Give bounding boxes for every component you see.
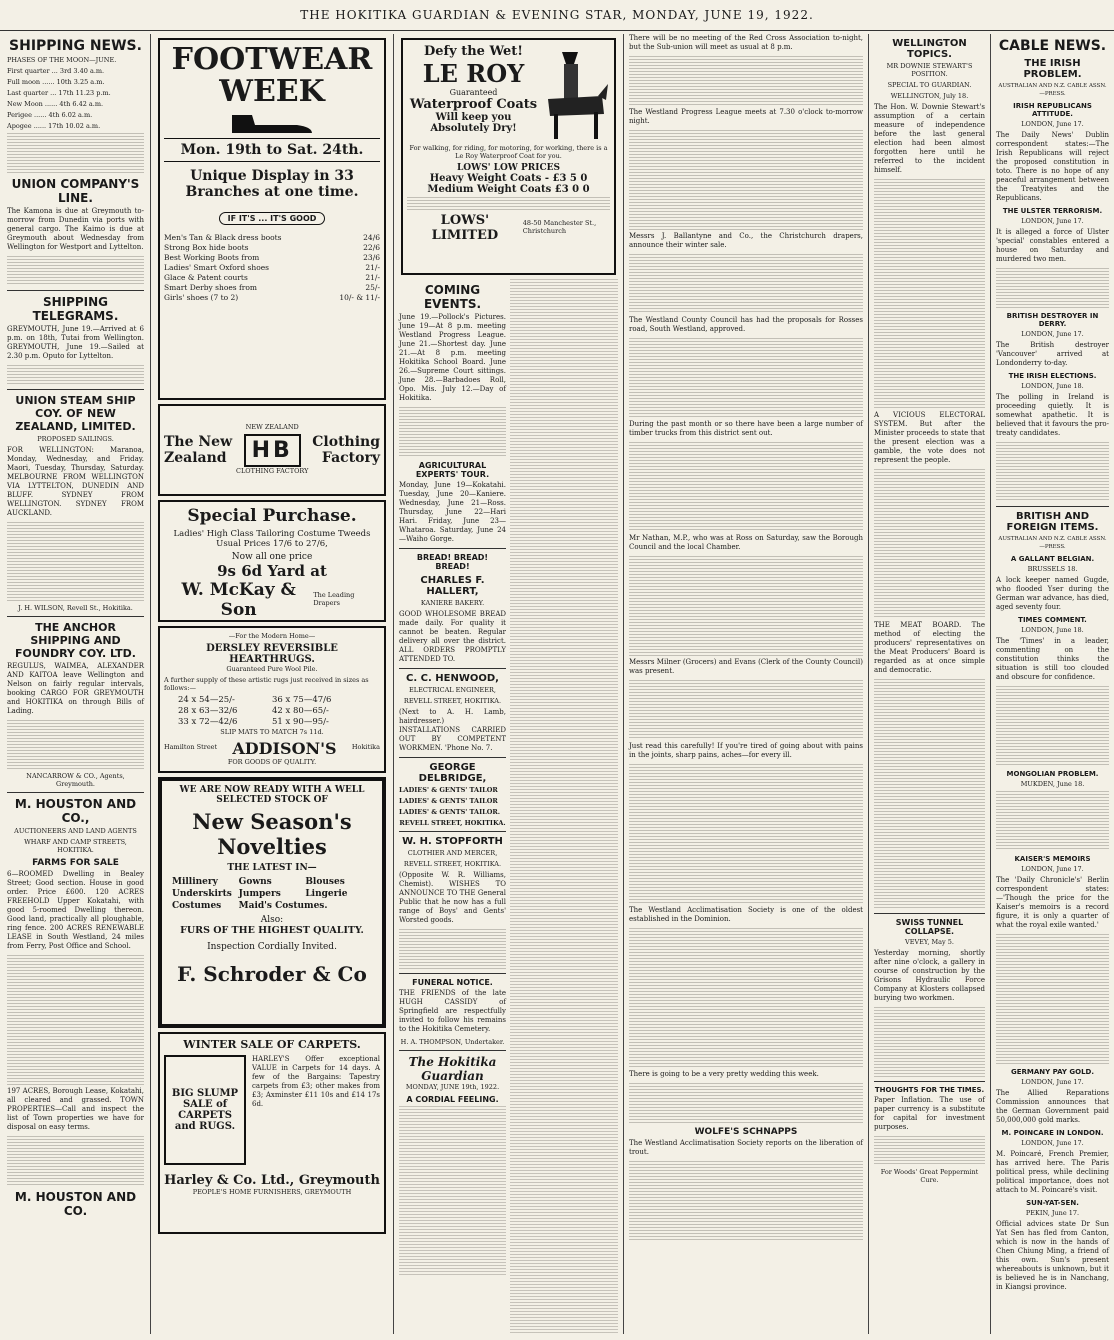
- delbridge-line: LADIES' & GENTS' TAILOR: [399, 797, 498, 805]
- article-text: The 'Times' in a leader, commenting on the constitution thinks the situation is still too clouded and obscure for confidence.: [996, 637, 1109, 681]
- peppermint-ad: For Woods' Great Peppermint Cure.: [880, 1168, 979, 1184]
- article-title: KAISER'S MEMOIRS: [1014, 855, 1091, 863]
- novelty-item: Maid's Costumes.: [238, 901, 328, 911]
- text-block: [874, 679, 985, 909]
- stopforth-text: (Opposite W. R. Williams, Chemist). WISHES TO ANNOUNCE TO THE General Public that he now has a full range of Boys' and Gents' Worsted goods.: [399, 871, 506, 924]
- stopforth-subtitle: CLOTHIER AND MERCER,: [407, 849, 498, 857]
- footwear-item-label: Smart Derby shoes from: [164, 283, 258, 292]
- anchor-text: REGULUS, WAIMEA, ALEXANDER AND KAITOA leave Wellington and Nelson on fairly regular intervals, booking CARGO FOR GREYMOUTH and HOKITIKA on through Bills of Lading.: [7, 662, 144, 715]
- text-block: [399, 407, 506, 457]
- text-block: [629, 338, 863, 418]
- text-block: [7, 133, 144, 173]
- novelty-item: Jumpers: [238, 889, 281, 899]
- telegrams-title: SHIPPING TELEGRAMS.: [32, 295, 119, 323]
- leroy-store: LOWS' LIMITED: [431, 213, 499, 243]
- news-paragraph: Mr Nathan, M.P., who was at Ross on Saturday, saw the Borough Council and the local Chamber.: [629, 534, 863, 551]
- topics-special: SPECIAL TO GUARDIAN.: [887, 81, 972, 89]
- footwear-item-price: 21/-: [365, 263, 380, 272]
- leroy-title: LE ROY: [422, 59, 525, 88]
- divider: [874, 913, 985, 914]
- events-text: June 19.—Pollock's Pictures. June 19—At 8 p.m. meeting Westland Progress League. June 21.—Shortest day. June 21.—At 8 p.m. meeting Hokitika School Board. June 26.—Supreme Court sittings. June 28.—Barbadoes Roll, Opo. Mis. July 12.—Day of Hokitika.: [399, 313, 506, 402]
- footwear-item-price: 23/6: [363, 253, 380, 262]
- uss-title: UNION STEAM SHIP COY. OF NEW ZEALAND, LIMITED.: [15, 394, 136, 433]
- farms-text: 6—ROOMED Dwelling in Bealey Street; Good section. House in good order. Price £600. 120 ACRES FREEHOLD Upper Kokatahi, with good 5-roomed Dwelling thereon. Good land, practically all ploughable, ring fence. 200 ACRES RENEWABLE LEASE in South Westland, 24 miles from Ferry, Post Office and School.: [7, 870, 144, 950]
- topics-text: The Hon. W. Downie Stewart's assumption of a certain measure of independence before the last general election had been almost forgotten here until he referred to the incident himself.: [874, 103, 985, 174]
- foreign-source: AUSTRALIAN AND N.Z. CABLE ASSN.—PRESS.: [998, 536, 1107, 550]
- hb-right-line: Clothing: [312, 434, 380, 450]
- divider: [399, 668, 506, 669]
- divider: [7, 792, 144, 793]
- text-block: [629, 556, 863, 656]
- article-dateline: PEKIN, June 17.: [1025, 1209, 1080, 1217]
- delbridge-address: REVELL STREET, HOKITIKA.: [399, 819, 506, 827]
- news-paragraph: There is going to be a very pretty wedding this week.: [629, 1070, 819, 1078]
- footwear-dates: Mon. 19th to Sat. 24th.: [164, 138, 380, 162]
- rug-size: 42 x 80—65/-: [272, 706, 329, 716]
- divider: [399, 973, 506, 974]
- news-paragraph: The Westland Progress League meets at 7.30 o'clock to-morrow night.: [629, 108, 863, 125]
- thoughts-text: Paper Inflation. The use of paper currency is a substitute for capital for investment purposes.: [874, 1096, 985, 1131]
- rug-size: 51 x 90—95/-: [272, 717, 329, 727]
- article-title: THE ULSTER TERRORISM.: [1002, 207, 1103, 215]
- text-block: [7, 955, 144, 1085]
- cordial-title: A CORDIAL FEELING.: [406, 1095, 499, 1104]
- column-advertisements: [151, 34, 393, 1334]
- leroy-ad: [401, 38, 616, 275]
- funeral-text: THE FRIENDS of the late HUGH CASSIDY of Springfield are respectfully invited to follow his remains to the Hokitika Cemetery.: [399, 989, 506, 1033]
- text-block: [7, 256, 144, 286]
- uss-subtitle: PROPOSED SAILINGS.: [37, 435, 114, 443]
- article-dateline: LONDON, June 18.: [1021, 626, 1084, 634]
- text-block: [996, 442, 1109, 502]
- delbridge-title: GEORGE DELBRIDGE,: [418, 762, 487, 784]
- article-title: IRISH REPUBLICANS ATTITUDE.: [1013, 102, 1092, 118]
- news-paragraph: The Westland Acclimatisation Society is one of the oldest established in the Dominion.: [629, 906, 863, 923]
- cable-subtitle: THE IRISH PROBLEM.: [1023, 58, 1082, 80]
- novelty-intro: WE ARE NOW READY WITH A WELL SELECTED STOCK OF: [179, 785, 365, 805]
- delbridge-line: LADIES' & GENTS' TAILOR.: [399, 808, 501, 816]
- text-block: [510, 279, 618, 1334]
- text-block: [7, 1136, 144, 1186]
- hb-badge-bottom: CLOTHING FACTORY: [236, 466, 309, 475]
- carpets-title: WINTER SALE OF CARPETS.: [183, 1038, 361, 1051]
- rider-illustration: [540, 44, 610, 144]
- leroy-price-row: Medium Weight Coats £3 0 0: [427, 184, 590, 195]
- tide-row: First quarter ... 3rd 3.40 a.m.: [7, 67, 105, 75]
- purchase-store: W. McKay & Son: [181, 580, 296, 620]
- novelty-also: Also:: [260, 915, 284, 925]
- text-block: [874, 469, 985, 619]
- novelty-item: Underskirts: [172, 889, 232, 899]
- novelty-item: Lingerie: [305, 889, 348, 899]
- article-text: The Daily News' Dublin correspondent states:—The Irish Republicans will reject the proposed constitution in toto. There is no hope of any peaceful arrangement between the Treatyites and the Republicans.: [996, 131, 1109, 202]
- article-text: Official advices state Dr Sun Yat Sen has fled from Canton, which is now in the hands of Chen Chiung Ming, a friend of this own. Sun's present whereabouts is unknown, but it is believed he is in Nanchang, in Kiangsi province.: [996, 1220, 1109, 1291]
- article-text: The polling in Ireland is proceeding quietly. It is somewhat apathetic. It is believed that it favours the pro-treaty candidates.: [996, 393, 1109, 437]
- footwear-title: FOOTWEAR WEEK: [171, 42, 373, 109]
- henwood-text: (Next to A. H. Lamb, hairdresser.) INSTALLATIONS CARRIED OUT BY COMPETENT WORKMEN. 'Phone No. 7.: [399, 708, 506, 752]
- novelty-title: New Season's Novelties: [192, 809, 352, 859]
- article-title: M. POINCARE IN LONDON.: [1001, 1129, 1104, 1137]
- text-block: [996, 268, 1109, 308]
- leroy-price-row: Heavy Weight Coats - £3 5 0: [429, 173, 588, 184]
- tunnel-title: SWISS TUNNEL COLLAPSE.: [895, 918, 964, 936]
- houston-title: M. HOUSTON AND CO.,: [14, 797, 137, 825]
- novelty-item: Gowns: [238, 877, 272, 887]
- article-dateline: LONDON, June 17.: [1021, 217, 1084, 225]
- novelty-latest: THE LATEST IN—: [227, 863, 317, 873]
- moon-phases-heading: PHASES OF THE MOON—JUNE.: [7, 56, 117, 64]
- boot-icon: [227, 111, 317, 135]
- news-paragraph: During the past month or so there have been a large number of timber trucks from this district sent out.: [629, 420, 863, 437]
- footwear-item-price: 21/-: [365, 273, 380, 282]
- news-paragraph: The Westland Acclimatisation Society reports on the liberation of trout.: [629, 1139, 863, 1156]
- carpets-text: HARLEY'S Offer exceptional VALUE in Carpets for 14 days. A few of the Bargains: Tapestry carpets from £3; other makes from £3; Axminster £11 10s and £14 17s 6d.: [252, 1055, 380, 1108]
- divider: [7, 290, 144, 291]
- text-block: [874, 1136, 985, 1166]
- news-paragraph: There will be no meeting of the Red Cross Association to-night, but the Sub-union will meet as usual at 8 p.m.: [629, 34, 863, 51]
- text-block: [629, 928, 863, 1068]
- rug-subtitle: DERSLEY REVERSIBLE HEARTHRUGS.: [206, 643, 338, 665]
- tunnel-dateline: VEVEY, May 5.: [905, 938, 954, 946]
- column-shipping: [2, 34, 149, 1334]
- article-title: SUN-YAT-SEN.: [1026, 1199, 1079, 1207]
- rug-size: 24 x 54—25/-: [178, 695, 235, 705]
- events-title: COMING EVENTS.: [423, 283, 482, 311]
- purchase-text: Ladies' High Class Tailoring Costume Tweeds Usual Prices 17/6 to 27/6,: [173, 529, 371, 549]
- funeral-title: FUNERAL NOTICE.: [412, 978, 493, 987]
- rug-size: 36 x 75—47/6: [272, 695, 332, 705]
- divider: [399, 831, 506, 832]
- cable-source: AUSTRALIAN AND N.Z. CABLE ASSN.—PRESS.: [998, 83, 1107, 97]
- column-topics: [869, 34, 990, 1334]
- footwear-ad: [158, 38, 386, 400]
- bread-subtitle: KANIERE BAKERY.: [420, 599, 485, 607]
- topics-dateline: WELLINGTON, July 18.: [890, 92, 969, 100]
- news-paragraph: Messrs J. Ballantyne and Co., the Christchurch drapers, announce their winter sale.: [629, 232, 863, 249]
- leroy-address: 48-50 Manchester St., Christchurch: [522, 218, 597, 235]
- article-text: It is alleged a force of Ulster 'special' constables entered a house on Saturday and murdered two men.: [996, 228, 1109, 263]
- schnapps-ad: WOLFE'S SCHNAPPS: [694, 1127, 798, 1137]
- farms-title: FARMS FOR SALE: [32, 858, 119, 868]
- footwear-item-label: Glace & Patent courts: [164, 273, 248, 282]
- uss-text: FOR WELLINGTON: Maranoa, Monday, Wednesday, and Friday. Maori, Tuesday, Thursday, Saturday. MELBOURNE FROM WELLINGTON VIA LYTTELTON, DUNEDIN AND BLUFF. SYDNEY FROM WELLINGTON. SYDNEY FROM AUCKLAND.: [7, 446, 144, 517]
- footwear-item: [164, 293, 380, 303]
- hb-clothing-ad: [158, 404, 386, 496]
- footwear-item: [164, 273, 380, 283]
- footwear-item-price: 25/-: [365, 283, 380, 292]
- novelty-store: F. Schroder & Co: [177, 962, 367, 986]
- union-title: UNION COMPANY'S LINE.: [11, 177, 140, 205]
- union-text: The Kamona is due at Greymouth to-morrow from Dunedin via ports with general cargo. The Kaimo is due at Greymouth about Wednesday from Wellington for Westport and Lyttelton.: [7, 207, 144, 251]
- leroy-guaranteed: Guaranteed: [449, 88, 498, 97]
- novelty-item: Blouses: [305, 877, 345, 887]
- experts-title: AGRICULTURAL EXPERTS' TOUR.: [415, 461, 490, 479]
- article-title: BRITISH DESTROYER IN DERRY.: [1006, 312, 1099, 328]
- footwear-item-price: 22/6: [363, 243, 380, 252]
- novelty-item: Costumes: [172, 901, 222, 911]
- hb-logo: HB: [244, 434, 301, 467]
- experts-text: Monday, June 19—Kokatahi. Tuesday, June 20—Kaniere. Wednesday, June 21—Ross. Thursday, June 22—Hari Hari. Friday, June 23—Whataroa. Saturday, June 24—Waiho Gorge.: [399, 481, 506, 543]
- footwear-item: [164, 253, 380, 263]
- article-title: THE IRISH ELECTIONS.: [1008, 372, 1097, 380]
- rug-town: Hokitika: [351, 743, 380, 751]
- footwear-item-price: 24/6: [363, 233, 380, 242]
- article-title: MONGOLIAN PROBLEM.: [1006, 770, 1099, 778]
- footwear-item-label: Strong Box hide boots: [164, 243, 249, 252]
- foreign-title: BRITISH AND FOREIGN ITEMS.: [1006, 511, 1099, 533]
- rug-street: Hamilton Street: [164, 743, 218, 751]
- tide-row: Apogee ...... 17th 10.02 a.m.: [7, 122, 101, 130]
- purchase-offer: Now all one price: [231, 552, 313, 562]
- carpets-store: Harley & Co. Ltd., Greymouth: [164, 1173, 380, 1188]
- telegrams-text: GREYMOUTH, June 19.—Arrived at 6 p.m. on 18th, Tutai from Wellington. GREYMOUTH, June 19.—Sailed at 2.30 p.m. Oputo for Lyttelton.: [7, 325, 144, 360]
- divider: [7, 616, 144, 617]
- purchase-price: 9s 6d Yard at: [217, 562, 327, 580]
- article-text: A lock keeper named Gugde, who flooded Yser during the German war advance, has died, aged seventy four.: [996, 576, 1109, 611]
- tunnel-text: Yesterday morning, shortly after nine o'clock, a gallery in course of construction by the Grisons Hydraulic Force Company at Klosters collapsed burying two workmen.: [874, 949, 985, 1002]
- novelty-inspect: Inspection Cordially Invited.: [207, 942, 337, 952]
- novelties-ad: [158, 777, 386, 1028]
- article-dateline: LONDON, June 18.: [1021, 382, 1084, 390]
- text-block: [629, 1161, 863, 1241]
- novelty-furs: FURS OF THE HIGHEST QUALITY.: [180, 925, 364, 936]
- article-title: A GALLANT BELGIAN.: [1010, 555, 1095, 563]
- footwear-stamp: IF IT'S ... IT'S GOOD: [219, 212, 326, 225]
- text-block: [399, 929, 506, 969]
- text-block: [996, 686, 1109, 766]
- divider: [399, 757, 506, 758]
- houston-address: WHARF AND CAMP STREETS, HOKITIKA.: [24, 838, 127, 854]
- bread-text: GOOD WHOLESOME BREAD made daily. For quality it cannot be beaten. Regular delivery all over the district. ALL ORDERS PROMPTLY ATTENDED TO.: [399, 610, 506, 663]
- rug-tagline: FOR GOODS OF QUALITY.: [227, 758, 317, 766]
- tide-row: Last quarter ... 17th 11.23 p.m.: [7, 89, 111, 97]
- topics-text-3: THE MEAT BOARD. The method of electing the producers' representatives on the Meat Producers' Board is regarded as at once simple and democratic.: [874, 621, 985, 674]
- footwear-item: [164, 263, 380, 273]
- paper-date: MONDAY, JUNE 19th, 1922.: [405, 1083, 500, 1091]
- text-block: [629, 130, 863, 230]
- rug-subtitle-2: Guaranteed Pure Wool Pile.: [226, 665, 318, 673]
- article-dateline: LONDON, June 17.: [1021, 1139, 1084, 1147]
- carpets-ad: [158, 1032, 386, 1234]
- anchor-footer: NANCARROW & CO., Agents, Greymouth.: [26, 772, 125, 788]
- article-text: The Allied Reparations Commission announces that the German Government paid 50,000,000 gold marks.: [996, 1089, 1109, 1124]
- article-text: The British destroyer 'Vancouver' arrived at Londonderry to-day.: [996, 341, 1109, 367]
- article-title: GERMANY PAY GOLD.: [1010, 1068, 1095, 1076]
- rug-size: 33 x 72—42/6: [178, 717, 238, 727]
- houston-subtitle: AUCTIONEERS AND LAND AGENTS: [14, 827, 137, 835]
- leroy-tagline: Will keep you Absolutely Dry!: [430, 112, 517, 134]
- hb-badge-top: NEW ZEALAND: [245, 422, 299, 431]
- news-paragraph: Just read this carefully! If you're tired of going about with pains in the joints, sharp pains, aches—for every ill.: [629, 742, 863, 759]
- text-block: [996, 934, 1109, 1064]
- hearthrugs-ad: [158, 626, 386, 773]
- column-events: [394, 34, 623, 1334]
- article-dateline: LONDON, June 17.: [1021, 865, 1084, 873]
- text-block: [874, 1007, 985, 1077]
- henwood-address: REVELL STREET, HOKITIKA.: [403, 697, 502, 705]
- divider: [399, 1050, 506, 1051]
- shipping-title: SHIPPING NEWS.: [9, 38, 142, 54]
- footwear-item-label: Men's Tan & Black dress boots: [164, 233, 282, 242]
- stopforth-address: REVELL STREET, HOKITIKA.: [403, 860, 502, 868]
- footwear-item-label: Girls' shoes (7 to 2): [164, 293, 239, 302]
- bread-title: BREAD! BREAD! BREAD!: [416, 553, 489, 571]
- topics-subtitle: MR DOWNIE STEWART'S POSITION.: [886, 62, 973, 78]
- masthead: THE HOKITIKA GUARDIAN & EVENING STAR, MONDAY, JUNE 19, 1922.: [0, 0, 1114, 31]
- topics-title: WELLINGTON TOPICS.: [892, 38, 967, 60]
- cable-title: CABLE NEWS.: [998, 38, 1107, 54]
- hb-left-line: The New: [164, 434, 233, 450]
- footwear-item-label: Best Working Boots from: [164, 253, 260, 262]
- carpets-tag: PEOPLE'S HOME FURNISHERS, GREYMOUTH: [192, 1188, 352, 1196]
- article-text: The 'Daily Chronicle's' Berlin correspondent states:—'Though the price for the Kaiser's memoirs is a record figure, it is only a quarter of what the royal exile wanted.': [996, 876, 1109, 929]
- text-block: [7, 365, 144, 385]
- article-dateline: LONDON, June 17.: [1021, 330, 1084, 338]
- leroy-head: Defy the Wet!: [424, 44, 523, 59]
- hb-left-line: Zealand: [164, 450, 227, 466]
- article-dateline: LONDON, June 17.: [1021, 120, 1084, 128]
- carpets-badge: BIG SLUMP SALE of CARPETS and RUGS.: [164, 1055, 246, 1165]
- leroy-prices-title: LOWS' LOW PRICES: [456, 163, 561, 173]
- text-block: [7, 720, 144, 770]
- footwear-display: Unique Display in 33 Branches at one time.: [185, 168, 359, 200]
- stopforth-title: W. H. STOPFORTH: [402, 836, 503, 847]
- column-local-news: [624, 34, 868, 1334]
- article-title: TIMES COMMENT.: [1018, 616, 1087, 624]
- divider: [399, 548, 506, 549]
- farms-text-2: 197 ACRES, Borough Lease, Kokatahi, all cleared and grassed. TOWN PROPERTIES—Call and inspect the list of Town properties we have for disposal on easy terms.: [7, 1087, 144, 1131]
- text-block: [629, 764, 863, 904]
- column-cable-news: [991, 34, 1114, 1334]
- houston-footer: M. HOUSTON AND CO.: [14, 1190, 137, 1218]
- tide-row: Full moon ...... 10th 3.25 a.m.: [7, 78, 105, 86]
- footwear-item-price: 10/- & 11/-: [339, 293, 380, 302]
- text-block: [629, 56, 863, 106]
- divider: [874, 1081, 985, 1082]
- text-block: [629, 1083, 863, 1123]
- novelty-item: Millinery: [172, 877, 218, 887]
- purchase-title: Special Purchase.: [187, 506, 357, 526]
- text-block: [996, 791, 1109, 851]
- topics-text-2: A VICIOUS ELECTORAL SYSTEM. But after the Minister proceeds to state that the present election was a gamble, the vote does not represent the people.: [874, 411, 985, 464]
- purchase-tag: The Leading Drapers: [313, 590, 355, 607]
- divider: [996, 506, 1109, 507]
- leroy-small-text: For walking, for riding, for motoring, for working, there is a Le Roy Waterproof Coat for you.: [409, 144, 608, 160]
- uss-footer: J. H. WILSON, Revell St., Hokitika.: [18, 604, 133, 612]
- divider: [7, 389, 144, 390]
- footwear-item: [164, 233, 380, 243]
- article-dateline: BRUSSELS 18.: [1027, 565, 1078, 573]
- rug-mats: SLIP MATS TO MATCH 7s 11d.: [220, 728, 324, 736]
- rug-size: 28 x 63—32/6: [178, 706, 238, 716]
- text-block: [629, 442, 863, 532]
- hb-right-line: Factory: [321, 450, 380, 466]
- news-paragraph: The Westland County Council has had the proposals for Rosses road, South Westland, approved.: [629, 316, 863, 333]
- delbridge-line: LADIES' & GENTS' TAILOR: [399, 786, 498, 794]
- special-purchase-ad: [158, 500, 386, 622]
- news-paragraph: Messrs Milner (Grocers) and Evans (Clerk of the County Council) was present.: [629, 658, 863, 675]
- article-text: M. Poincaré, French Premier, has arrived here. The Paris political press, while declining political importance, does not attach to M. Poincaré's visit.: [996, 1150, 1109, 1194]
- rug-note: A further supply of these artistic rugs just received in sizes as follows:—: [164, 676, 369, 692]
- text-block: [629, 680, 863, 740]
- tide-row: New Moon ...... 4th 6.42 a.m.: [7, 100, 104, 108]
- article-dateline: MUKDEN, June 18.: [1020, 780, 1085, 788]
- leroy-subtitle: Waterproof Coats: [409, 97, 538, 112]
- text-block: [399, 1106, 506, 1276]
- footwear-item: [164, 283, 380, 293]
- tide-row: Perigee ...... 4th 6.02 a.m.: [7, 111, 93, 119]
- henwood-subtitle: ELECTRICAL ENGINEER,: [409, 686, 496, 694]
- text-block: [407, 197, 610, 211]
- rug-title: —For the Modern Home—: [228, 632, 316, 640]
- footwear-item-label: Ladies' Smart Oxford shoes: [164, 263, 270, 272]
- text-block: [874, 179, 985, 409]
- bread-store: CHARLES F. HALLERT,: [420, 575, 485, 597]
- paper-title: The Hokitika Guardian: [408, 1055, 497, 1083]
- thoughts-title: THOUGHTS FOR THE TIMES.: [874, 1086, 985, 1094]
- funeral-signature: H. A. THOMPSON, Undertaker.: [400, 1038, 505, 1046]
- text-block: [7, 522, 144, 602]
- rug-store: ADDISON'S: [232, 739, 337, 758]
- text-block: [629, 254, 863, 314]
- henwood-title: C. C. HENWOOD,: [406, 673, 499, 684]
- footwear-item: [164, 243, 380, 253]
- article-dateline: LONDON, June 17.: [1021, 1078, 1084, 1086]
- anchor-title: THE ANCHOR SHIPPING AND FOUNDRY COY. LTD.: [15, 621, 136, 660]
